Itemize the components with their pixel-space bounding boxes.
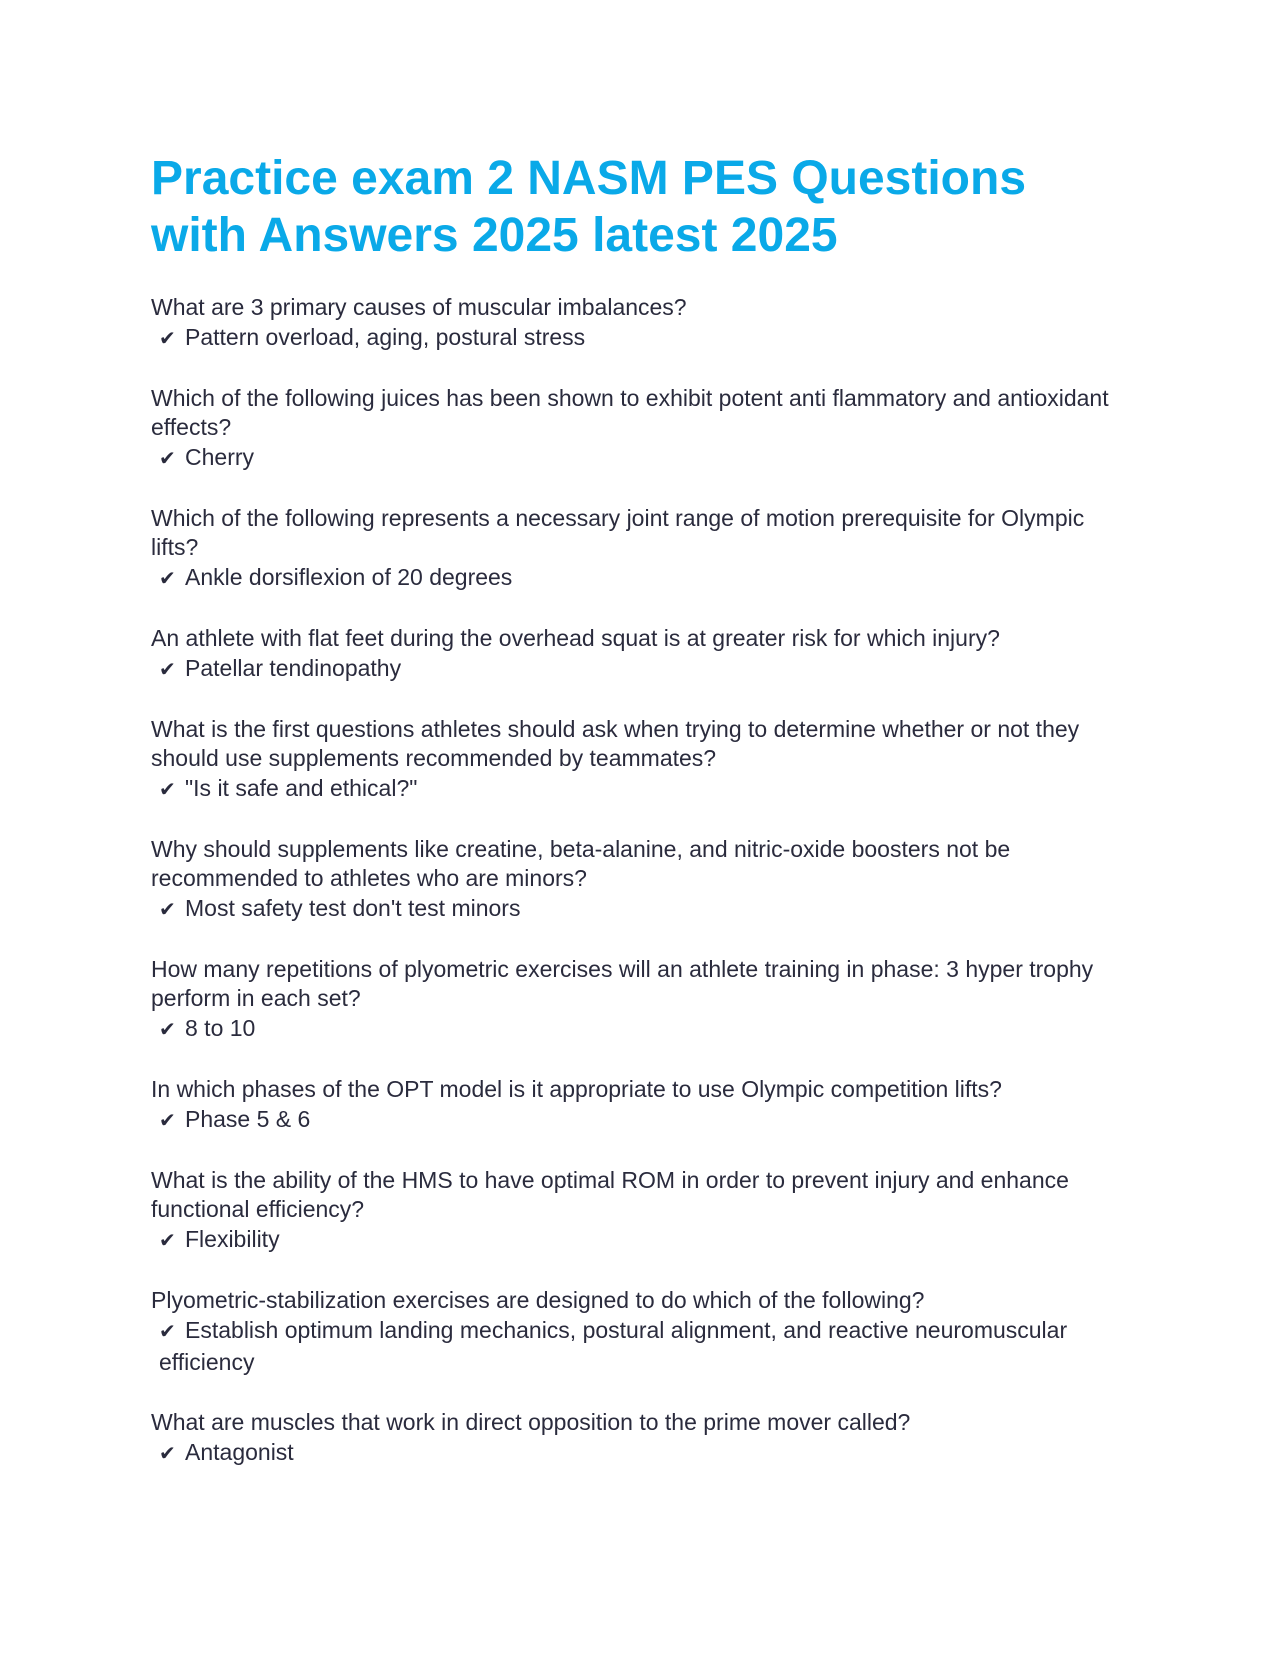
qa-item xyxy=(151,835,1131,925)
answer-text: "Is it safe and ethical?" xyxy=(185,775,418,801)
answer-line xyxy=(151,773,1131,805)
qa-item xyxy=(151,504,1131,594)
checkmark-icon: ✔ xyxy=(159,657,176,681)
question-text: What are muscles that work in direct opposition to the prime mover called? xyxy=(151,1409,911,1435)
qa-item xyxy=(151,384,1131,474)
qa-item xyxy=(151,293,1131,354)
qa-item xyxy=(151,715,1131,805)
answer-text: Flexibility xyxy=(185,1226,280,1252)
question-text: Which of the following represents a necessary joint range of motion prerequisite for Olympic lifts? xyxy=(151,505,1085,560)
answer-line xyxy=(151,893,1131,925)
checkmark-icon: ✔ xyxy=(159,1017,176,1041)
answer-line xyxy=(151,653,1131,685)
answer-line xyxy=(151,1013,1131,1045)
answer-line xyxy=(151,322,1131,354)
checkmark-icon: ✔ xyxy=(159,1441,176,1465)
qa-item xyxy=(151,955,1131,1045)
checkmark-icon: ✔ xyxy=(159,566,176,590)
answer-text: Most safety test don't test minors xyxy=(185,895,521,921)
checkmark-icon: ✔ xyxy=(159,1228,176,1252)
answer-text: Cherry xyxy=(185,444,255,470)
answer-text: Antagonist xyxy=(185,1439,294,1465)
question-text: An athlete with flat feet during the overhead squat is at greater risk for which injury? xyxy=(151,625,1000,651)
document-page xyxy=(151,150,1131,1499)
answer-line xyxy=(151,1315,1131,1378)
question-text: In which phases of the OPT model is it appropriate to use Olympic competition lifts? xyxy=(151,1076,1002,1102)
checkmark-icon: ✔ xyxy=(159,446,176,470)
question-text: What is the first questions athletes should ask when trying to determine whether or not they should use supplements recommended by teammates? xyxy=(151,716,1080,771)
checkmark-icon: ✔ xyxy=(159,777,176,801)
qa-item xyxy=(151,1286,1131,1378)
question-text: How many repetitions of plyometric exercises will an athlete training in phase: 3 hyper trophy perform in each set? xyxy=(151,956,1094,1011)
question-text: Plyometric-stabilization exercises are designed to do which of the following? xyxy=(151,1287,925,1313)
checkmark-icon: ✔ xyxy=(159,897,176,921)
qa-item xyxy=(151,1408,1131,1469)
question-text: Why should supplements like creatine, beta-alanine, and nitric-oxide boosters not be recommended to athletes who are minors? xyxy=(151,836,1011,891)
answer-line xyxy=(151,1224,1131,1256)
checkmark-icon: ✔ xyxy=(159,1108,176,1132)
checkmark-icon: ✔ xyxy=(159,326,176,350)
checkmark-icon: ✔ xyxy=(159,1319,176,1343)
answer-line xyxy=(151,1104,1131,1136)
question-text: What is the ability of the HMS to have optimal ROM in order to prevent injury and enhance functional efficiency? xyxy=(151,1167,1069,1222)
answer-text: Patellar tendinopathy xyxy=(185,655,402,681)
qa-list xyxy=(151,293,1131,1469)
answer-text: Ankle dorsiflexion of 20 degrees xyxy=(185,564,513,590)
question-text: What are 3 primary causes of muscular imbalances? xyxy=(151,294,687,320)
answer-line xyxy=(151,442,1131,474)
answer-text: Establish optimum landing mechanics, postural alignment, and reactive neuromuscular efficiency xyxy=(159,1317,1068,1375)
qa-item xyxy=(151,1075,1131,1136)
qa-item xyxy=(151,624,1131,685)
question-text: Which of the following juices has been shown to exhibit potent anti flammatory and antioxidant effects? xyxy=(151,385,1109,440)
answer-text: Pattern overload, aging, postural stress xyxy=(185,324,586,350)
document-title: Practice exam 2 NASM PES Questions with Answers 2025 latest 2025 xyxy=(151,152,1027,262)
answer-line xyxy=(151,1437,1131,1469)
qa-item xyxy=(151,1166,1131,1256)
answer-line xyxy=(151,562,1131,594)
answer-text: 8 to 10 xyxy=(185,1015,256,1041)
answer-text: Phase 5 & 6 xyxy=(185,1106,311,1132)
